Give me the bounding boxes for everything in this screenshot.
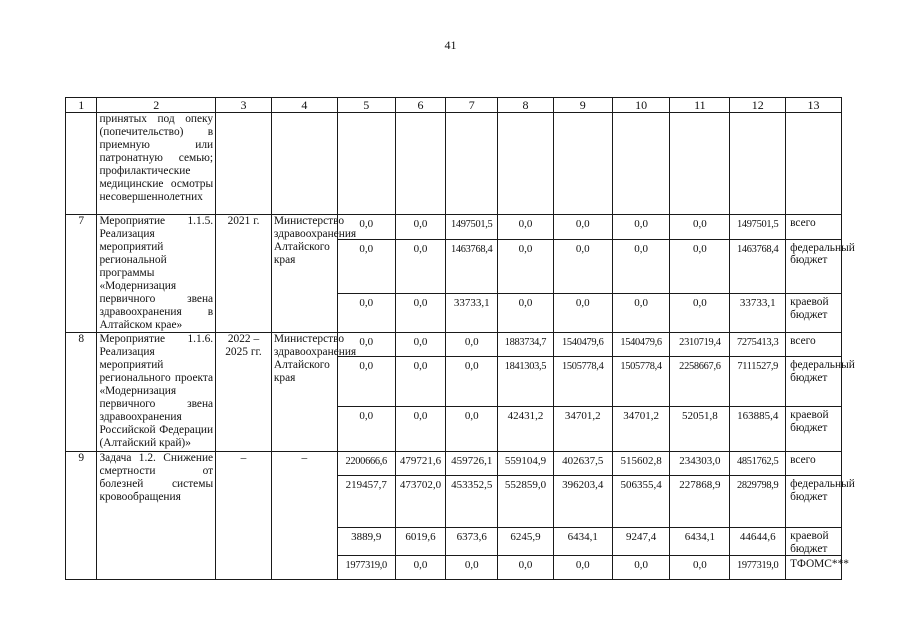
value-cell: 396203,4 <box>553 476 612 528</box>
activity-name: Задача 1.2. Снижение смертности от болезней системы кровообращения <box>97 452 216 580</box>
value-cell: 0,0 <box>498 239 554 293</box>
empty-cell <box>786 113 842 215</box>
value-cell: 7111527,9 <box>730 357 786 407</box>
value-cell: 0,0 <box>612 239 670 293</box>
value-cell: 2258667,6 <box>670 357 730 407</box>
value-cell: 0,0 <box>553 239 612 293</box>
empty-cell <box>216 113 272 215</box>
budget-table <box>65 97 855 580</box>
value-cell: 0,0 <box>395 556 446 580</box>
value-cell: 0,0 <box>337 407 395 452</box>
value-cell: 0,0 <box>498 294 554 333</box>
funding-source: краевой бюджет <box>786 528 842 556</box>
value-cell: 4851762,5 <box>730 452 786 476</box>
header-cell: 7 <box>446 98 498 113</box>
empty-cell <box>446 113 498 215</box>
executor: Министерство здравоохранения Алтайского края <box>271 215 337 333</box>
funding-source: ТФОМС*** <box>786 556 842 580</box>
value-cell: 34701,2 <box>553 407 612 452</box>
empty-cell <box>612 113 670 215</box>
value-cell: 0,0 <box>337 294 395 333</box>
executor: Министерство здравоохранения Алтайского края <box>271 333 337 452</box>
value-cell: 0,0 <box>446 407 498 452</box>
value-cell: 6245,9 <box>498 528 554 556</box>
value-cell: 44644,6 <box>730 528 786 556</box>
value-cell: 515602,8 <box>612 452 670 476</box>
activity-name: Мероприятие 1.1.5. Реализация мероприятий региональной программы «Модернизация первичного звена здравоохранения в Алтайском крае» <box>97 215 216 333</box>
header-cell: 1 <box>66 98 97 113</box>
value-cell: 52051,8 <box>670 407 730 452</box>
value-cell: 459726,1 <box>446 452 498 476</box>
value-cell: 0,0 <box>337 357 395 407</box>
header-cell: 12 <box>730 98 786 113</box>
value-cell: 0,0 <box>337 215 395 240</box>
value-cell: 1540479,6 <box>612 333 670 357</box>
value-cell: 0,0 <box>395 215 446 240</box>
header-cell: 8 <box>498 98 554 113</box>
row-number-cell <box>66 113 97 215</box>
value-cell: 1977319,0 <box>337 556 395 580</box>
value-cell: 0,0 <box>553 215 612 240</box>
value-cell: 479721,6 <box>395 452 446 476</box>
value-cell: 453352,5 <box>446 476 498 528</box>
empty-cell <box>395 113 446 215</box>
table-row <box>66 452 842 476</box>
empty-cell <box>553 113 612 215</box>
value-cell: 7275413,3 <box>730 333 786 357</box>
value-cell: 0,0 <box>446 333 498 357</box>
value-cell: 163885,4 <box>730 407 786 452</box>
value-cell: 2310719,4 <box>670 333 730 357</box>
funding-source: всего <box>786 215 842 240</box>
value-cell: 1977319,0 <box>730 556 786 580</box>
value-cell: 0,0 <box>395 333 446 357</box>
value-cell: 0,0 <box>612 215 670 240</box>
header-row <box>66 98 842 113</box>
value-cell: 1841303,5 <box>498 357 554 407</box>
funding-source: краевой бюджет <box>786 294 842 333</box>
activity-name: Мероприятие 1.1.6. Реализация мероприятий регионального проекта «Модернизация первичного звена здравоохранения Российской Федерации (Алтайский край)» <box>97 333 216 452</box>
continuation-row <box>66 113 842 215</box>
value-cell: 9247,4 <box>612 528 670 556</box>
value-cell: 2829798,9 <box>730 476 786 528</box>
value-cell: 6434,1 <box>670 528 730 556</box>
table-row <box>66 333 842 357</box>
value-cell: 552859,0 <box>498 476 554 528</box>
value-cell: 0,0 <box>395 294 446 333</box>
row-number: 7 <box>66 215 97 333</box>
empty-cell <box>670 113 730 215</box>
row-number: 9 <box>66 452 97 580</box>
value-cell: 234303,0 <box>670 452 730 476</box>
value-cell: 3889,9 <box>337 528 395 556</box>
value-cell: 1497501,5 <box>446 215 498 240</box>
value-cell: 0,0 <box>670 215 730 240</box>
value-cell: 0,0 <box>498 215 554 240</box>
value-cell: 0,0 <box>395 357 446 407</box>
value-cell: 0,0 <box>670 239 730 293</box>
row-number: 8 <box>66 333 97 452</box>
period: 2021 г. <box>216 215 272 333</box>
value-cell: 33733,1 <box>446 294 498 333</box>
value-cell: 34701,2 <box>612 407 670 452</box>
funding-source: федеральный бюджет <box>786 357 842 407</box>
funding-source: федеральный бюджет <box>786 239 842 293</box>
empty-cell <box>730 113 786 215</box>
value-cell: 559104,9 <box>498 452 554 476</box>
period: 2022 – 2025 гг. <box>216 333 272 452</box>
value-cell: 1505778,4 <box>553 357 612 407</box>
value-cell: 0,0 <box>670 556 730 580</box>
header-cell: 4 <box>271 98 337 113</box>
value-cell: 1497501,5 <box>730 215 786 240</box>
value-cell: 1540479,6 <box>553 333 612 357</box>
value-cell: 6434,1 <box>553 528 612 556</box>
period: – <box>216 452 272 580</box>
value-cell: 1505778,4 <box>612 357 670 407</box>
header-cell: 11 <box>670 98 730 113</box>
empty-cell <box>271 113 337 215</box>
funding-source: федеральный бюджет <box>786 476 842 528</box>
funding-source: краевой бюджет <box>786 407 842 452</box>
value-cell: 2200666,6 <box>337 452 395 476</box>
value-cell: 473702,0 <box>395 476 446 528</box>
value-cell: 33733,1 <box>730 294 786 333</box>
header-cell: 5 <box>337 98 395 113</box>
value-cell: 0,0 <box>553 556 612 580</box>
value-cell: 42431,2 <box>498 407 554 452</box>
value-cell: 6373,6 <box>446 528 498 556</box>
value-cell: 1883734,7 <box>498 333 554 357</box>
value-cell: 0,0 <box>446 556 498 580</box>
table-row <box>66 215 842 240</box>
header-cell: 9 <box>553 98 612 113</box>
value-cell: 402637,5 <box>553 452 612 476</box>
value-cell: 6019,6 <box>395 528 446 556</box>
value-cell: 0,0 <box>612 556 670 580</box>
value-cell: 0,0 <box>553 294 612 333</box>
value-cell: 1463768,4 <box>730 239 786 293</box>
value-cell: 0,0 <box>446 357 498 407</box>
funding-source: всего <box>786 333 842 357</box>
page-number: 41 <box>444 38 457 52</box>
value-cell: 0,0 <box>395 407 446 452</box>
empty-cell <box>337 113 395 215</box>
header-cell: 6 <box>395 98 446 113</box>
value-cell: 1463768,4 <box>446 239 498 293</box>
value-cell: 0,0 <box>498 556 554 580</box>
header-cell: 2 <box>97 98 216 113</box>
value-cell: 0,0 <box>612 294 670 333</box>
funding-source: всего <box>786 452 842 476</box>
continuation-text: принятых под опеку (попечительство) в приемную или патронатную семью; профилактические медицинские осмотры несовершеннолетних <box>97 113 216 215</box>
value-cell: 227868,9 <box>670 476 730 528</box>
header-cell: 10 <box>612 98 670 113</box>
value-cell: 0,0 <box>337 333 395 357</box>
value-cell: 506355,4 <box>612 476 670 528</box>
value-cell: 219457,7 <box>337 476 395 528</box>
executor: – <box>271 452 337 580</box>
header-cell: 13 <box>786 98 842 113</box>
header-cell: 3 <box>216 98 272 113</box>
value-cell: 0,0 <box>337 239 395 293</box>
value-cell: 0,0 <box>395 239 446 293</box>
empty-cell <box>498 113 554 215</box>
value-cell: 0,0 <box>670 294 730 333</box>
